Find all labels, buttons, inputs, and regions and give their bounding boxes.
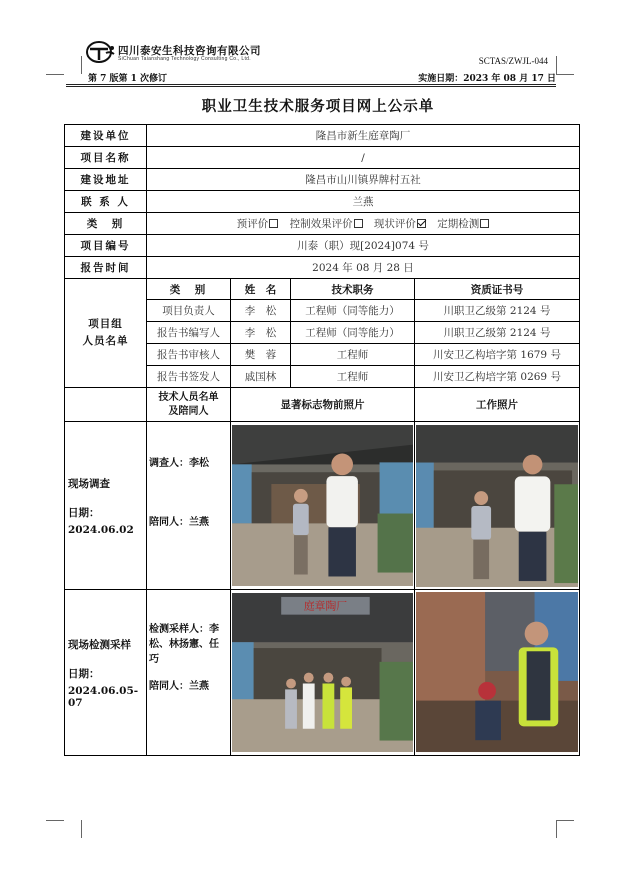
crop-mark [556, 74, 574, 75]
member-cert: 川安卫乙构培字第 1679 号 [415, 344, 580, 366]
member-title: 工程师（同等能力） [291, 300, 415, 322]
stage-date-label: 日期： [68, 506, 100, 519]
address-value: 隆昌市山川镇界牌村五社 [147, 169, 580, 191]
category-option [374, 218, 426, 230]
checkbox-icon[interactable] [354, 219, 363, 228]
stage-row-survey [65, 422, 580, 590]
work-photo-image [416, 425, 578, 587]
document-code: SCTAS/ZWJL-044 [478, 56, 548, 66]
member-role: 项目负责人 [147, 300, 231, 322]
crop-mark [64, 56, 82, 74]
team-label-line: 项目组 [88, 318, 123, 330]
crop-mark [46, 74, 64, 75]
version-label: 第 7 版第 1 次修订 [88, 74, 168, 84]
member-name: 李 松 [231, 300, 291, 322]
photo-header-people-line: 及陪同人 [168, 405, 209, 417]
landmark-photo [231, 590, 415, 756]
page-title: 职业卫生技术服务项目网上公示单 [201, 98, 435, 115]
address-label: 建设地址 [65, 169, 147, 191]
crop-mark [64, 820, 82, 838]
member-cert: 川安卫乙构培字第 0269 号 [415, 366, 580, 388]
member-title: 工程师 [291, 366, 415, 388]
team-header-row [65, 279, 580, 300]
photo-header-people [147, 388, 231, 422]
work-photo [415, 590, 580, 756]
stage-people [147, 422, 231, 590]
landmark-photo-image [232, 425, 413, 586]
photo-header-row [65, 388, 580, 422]
member-title: 工程师 [291, 344, 415, 366]
member-cert: 川职卫乙级第 2124 号 [415, 322, 580, 344]
team-label [65, 279, 147, 388]
member-title: 工程师（同等能力） [291, 322, 415, 344]
company-logo [86, 40, 116, 64]
member-name: 戚国林 [231, 366, 291, 388]
project-name-label: 项目名称 [65, 147, 147, 169]
team-label-line: 人员名单 [82, 335, 129, 347]
photo-header-landmark: 显著标志物前照片 [231, 388, 415, 422]
category-option [290, 218, 363, 230]
report-time-label: 报告时间 [65, 257, 147, 279]
factory-sign-text: 庭章陶厂 [303, 599, 348, 613]
member-cert: 川职卫乙级第 2124 号 [415, 300, 580, 322]
stage-staff: 调查人：李松 [149, 458, 209, 469]
stage-date: 2024.06.02 [68, 523, 134, 536]
unit-value: 隆昌市新生庭章陶厂 [147, 125, 580, 147]
crop-mark [556, 820, 574, 821]
member-name: 李 松 [231, 322, 291, 344]
team-header-name: 姓 名 [231, 279, 291, 300]
photo-header-people-line: 技术人员名单 [158, 391, 219, 403]
row-report-time [65, 257, 580, 279]
team-header-title: 技术职务 [291, 279, 415, 300]
project-name-value: / [147, 147, 580, 169]
checkbox-icon[interactable] [269, 219, 278, 228]
project-no-value: 川泰（职）现[2024]074 号 [147, 235, 580, 257]
contact-label: 联 系 人 [65, 191, 147, 213]
row-project-no [65, 235, 580, 257]
stage-escort: 陪同人：兰燕 [149, 517, 209, 528]
landmark-photo-image [232, 593, 413, 752]
project-no-label: 项目编号 [65, 235, 147, 257]
category-option [437, 218, 489, 230]
stage-escort: 陪同人：兰燕 [149, 681, 209, 692]
stage-name: 现场调查 [68, 477, 110, 490]
stage-date: 2024.06.05-07 [68, 684, 139, 709]
stage-info [65, 422, 147, 590]
member-name: 樊 蓉 [231, 344, 291, 366]
member-role: 报告书审核人 [147, 344, 231, 366]
work-photo-image [416, 592, 578, 752]
company-name-en: SiChuan Taianshang Technology Consulting Co., Ltd. [118, 56, 251, 62]
implementation-date: 实施日期：2023 年 08 月 17 日 [418, 74, 556, 84]
category-option-label: 现状评价 [373, 218, 416, 230]
stage-name: 现场检测采样 [68, 638, 131, 651]
contact-value: 兰燕 [147, 191, 580, 213]
work-photo [415, 422, 580, 590]
stage-people [147, 590, 231, 756]
unit-label: 建设单位 [65, 125, 147, 147]
category-label: 类 别 [65, 213, 147, 235]
header-divider [66, 84, 556, 85]
member-role: 报告书签发人 [147, 366, 231, 388]
publicity-table [64, 124, 580, 756]
category-options [147, 213, 580, 235]
crop-mark [556, 56, 574, 74]
category-option-label: 定期检测 [437, 218, 480, 230]
landmark-photo [231, 422, 415, 590]
row-contact [65, 191, 580, 213]
team-header-role: 类 别 [147, 279, 231, 300]
stage-staff: 检测采样人：李松、林扬憲、任巧 [149, 624, 219, 665]
row-unit [65, 125, 580, 147]
category-option-label: 控制效果评价 [289, 218, 353, 230]
stage-row-sampling [65, 590, 580, 756]
category-option-label: 预评价 [236, 218, 269, 230]
report-time-value: 2024 年 08 月 28 日 [147, 257, 580, 279]
crop-mark [46, 820, 64, 821]
member-role: 报告书编写人 [147, 322, 231, 344]
photo-header-blank [65, 388, 147, 422]
row-project-name [65, 147, 580, 169]
header-divider [66, 86, 556, 87]
photo-header-work: 工作照片 [415, 388, 580, 422]
checkbox-checked-icon[interactable] [417, 219, 426, 228]
team-header-cert: 资质证书号 [415, 279, 580, 300]
crop-mark [556, 820, 574, 838]
stage-date-label: 日期： [68, 667, 100, 680]
row-address [65, 169, 580, 191]
category-option [237, 218, 279, 230]
company-name-cn: 四川泰安生科技咨询有限公司 [118, 45, 261, 57]
checkbox-icon[interactable] [480, 219, 489, 228]
stage-info [65, 590, 147, 756]
row-category [65, 213, 580, 235]
